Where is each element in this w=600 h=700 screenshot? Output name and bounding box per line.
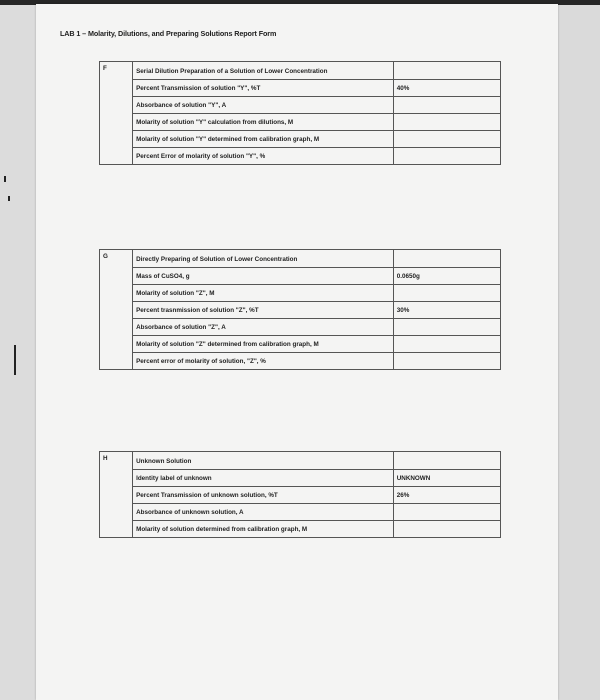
row-value[interactable] [393, 62, 500, 80]
table-row [100, 319, 501, 336]
row-label: Percent trasnmission of solution "Z", %T [133, 302, 394, 319]
row-value[interactable] [393, 504, 500, 521]
report-title: LAB 1 – Molarity, Dilutions, and Preparing Solutions Report Form [60, 29, 277, 38]
table-row [100, 336, 501, 353]
row-label: Molarity of solution "Y" determined from calibration graph, M [133, 131, 394, 148]
row-label: Percent error of molarity of solution, "Z", % [133, 353, 394, 370]
row-value[interactable] [393, 336, 500, 353]
row-value[interactable] [393, 97, 500, 114]
row-value[interactable] [393, 452, 500, 470]
table-row [100, 131, 501, 148]
row-value[interactable]: 26% [393, 487, 500, 504]
row-label: Absorbance of solution "Y", A [133, 97, 394, 114]
row-value[interactable] [393, 319, 500, 336]
table-row [100, 504, 501, 521]
row-label: Directly Preparing of Solution of Lower Concentration [133, 250, 394, 268]
row-label: Unknown Solution [133, 452, 394, 470]
table-row [100, 148, 501, 165]
row-label: Percent Error of molarity of solution "Y", % [133, 148, 394, 165]
row-value[interactable]: 0.0650g [393, 268, 500, 285]
edge-mark [8, 196, 10, 201]
edge-mark [4, 176, 6, 182]
row-value[interactable] [393, 131, 500, 148]
row-label: Mass of CuSO4, g [133, 268, 394, 285]
background-right [558, 0, 600, 700]
table-row [100, 452, 501, 470]
table-row [100, 250, 501, 268]
row-label: Percent Transmission of solution "Y", %T [133, 80, 394, 97]
table-row [100, 470, 501, 487]
section-g-table [99, 249, 501, 370]
row-value[interactable]: 40% [393, 80, 500, 97]
row-label: Percent Transmission of unknown solution, %T [133, 487, 394, 504]
row-label: Molarity of solution determined from calibration graph, M [133, 521, 394, 538]
table-row [100, 80, 501, 97]
row-label: Absorbance of unknown solution, A [133, 504, 394, 521]
row-value[interactable] [393, 148, 500, 165]
row-label: Molarity of solution "Z" determined from calibration graph, M [133, 336, 394, 353]
section-letter: H [100, 452, 133, 538]
row-label: Identity label of unknown [133, 470, 394, 487]
table-row [100, 268, 501, 285]
table-row [100, 285, 501, 302]
row-label: Absorbance of solution "Z", A [133, 319, 394, 336]
row-value[interactable]: 30% [393, 302, 500, 319]
row-value[interactable] [393, 250, 500, 268]
row-value[interactable]: UNKNOWN [393, 470, 500, 487]
row-label: Molarity of solution "Z", M [133, 285, 394, 302]
table-row [100, 353, 501, 370]
row-value[interactable] [393, 521, 500, 538]
row-label: Serial Dilution Preparation of a Solution of Lower Concentration [133, 62, 394, 80]
section-letter: G [100, 250, 133, 370]
table-row [100, 97, 501, 114]
section-letter: F [100, 62, 133, 165]
table-row [100, 521, 501, 538]
row-label: Molarity of solution "Y" calculation from dilutions, M [133, 114, 394, 131]
section-h-table [99, 451, 501, 538]
table-row [100, 114, 501, 131]
table-row [100, 62, 501, 80]
table-row [100, 487, 501, 504]
row-value[interactable] [393, 285, 500, 302]
row-value[interactable] [393, 353, 500, 370]
row-value[interactable] [393, 114, 500, 131]
table-row [100, 302, 501, 319]
edge-mark [14, 345, 16, 375]
section-f-table [99, 61, 501, 165]
background-left [0, 0, 36, 700]
